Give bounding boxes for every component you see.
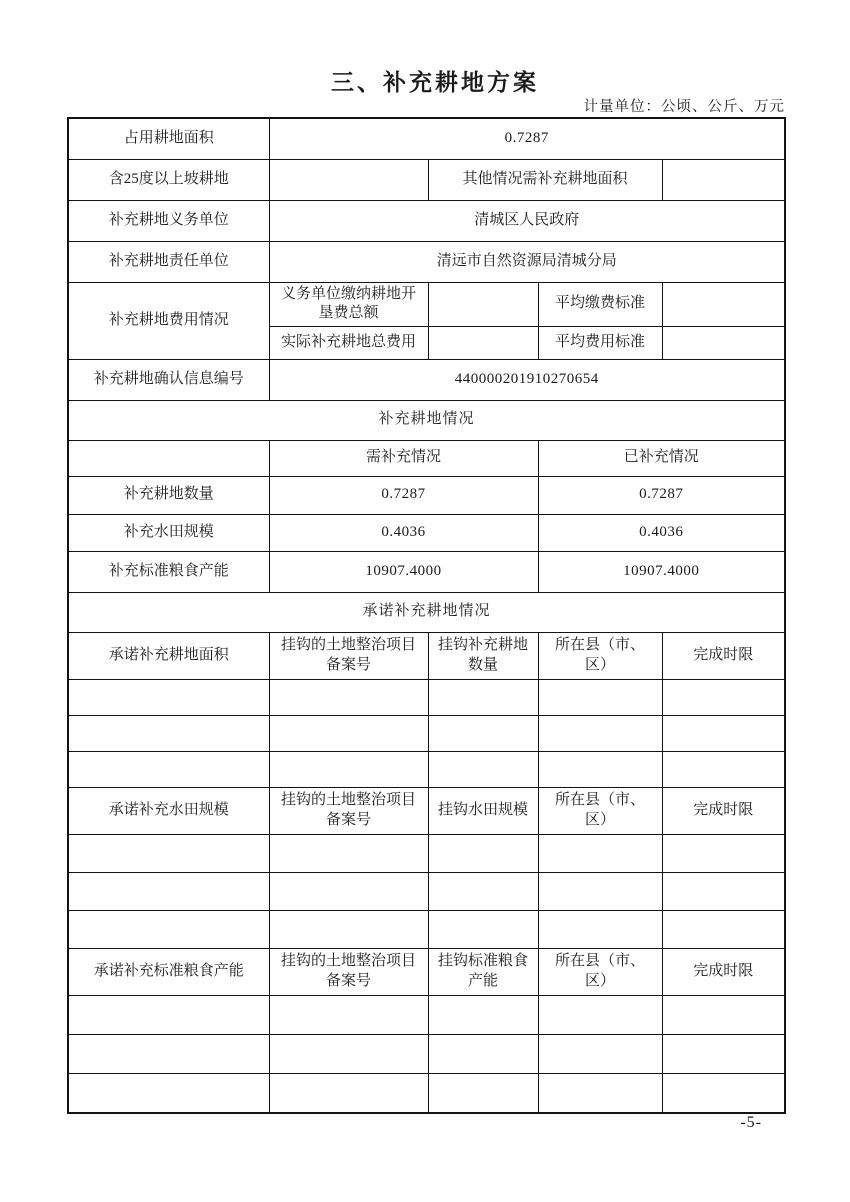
supplement-status-title: 补充耕地情况 <box>68 400 785 440</box>
fee-row-1-label: 实际补充耕地总费用 <box>269 326 428 359</box>
commitment-g2-empty-cell <box>538 1034 662 1073</box>
slope-land-value <box>269 159 428 200</box>
page-title: 三、补充耕地方案 <box>331 70 539 95</box>
status-row-2-label: 补充标准粮食产能 <box>68 551 269 592</box>
obligation-unit-value: 清城区人民政府 <box>269 200 785 241</box>
commitment-g0-empty-cell <box>538 679 662 715</box>
commitment-g1-empty-cell <box>538 910 662 948</box>
commitment-g0-header-0: 承诺补充耕地面积 <box>68 632 269 679</box>
responsible-unit-value: 清远市自然资源局清城分局 <box>269 241 785 282</box>
commitment-g0-empty-cell <box>68 679 269 715</box>
commitment-g0-empty-cell <box>662 679 785 715</box>
commitment-g2-empty-cell <box>269 1073 428 1113</box>
fee-row-0-value <box>428 282 538 326</box>
status-row-0-done: 0.7287 <box>538 476 785 514</box>
commitment-g1-header-3: 所在县（市、区） <box>538 787 662 834</box>
commitment-g2-empty-cell <box>68 1034 269 1073</box>
commitment-g1-empty-cell <box>68 910 269 948</box>
fee-section-label: 补充耕地费用情况 <box>68 282 269 359</box>
status-row-2-done: 10907.4000 <box>538 551 785 592</box>
commitment-g2-empty-cell <box>428 1034 538 1073</box>
commitment-g0-empty-cell <box>428 679 538 715</box>
commitment-g1-header-2: 挂钩水田规模 <box>428 787 538 834</box>
commitment-g1-header-4: 完成时限 <box>662 787 785 834</box>
commitment-g0-empty-cell <box>662 751 785 787</box>
commitment-g1-empty-cell <box>662 872 785 910</box>
commitment-g2-empty-cell <box>269 1034 428 1073</box>
status-row-2-need: 10907.4000 <box>269 551 538 592</box>
commitment-g0-empty-cell <box>538 715 662 751</box>
occupied-area-label: 占用耕地面积 <box>68 118 269 159</box>
commitment-g0-empty-cell <box>428 715 538 751</box>
commitment-g2-empty-cell <box>662 1034 785 1073</box>
commitment-g2-empty-cell <box>428 1073 538 1113</box>
commitment-g0-empty-cell <box>269 715 428 751</box>
commitment-g0-empty-cell <box>662 715 785 751</box>
commitment-g2-header-3: 所在县（市、区） <box>538 948 662 995</box>
obligation-unit-label: 补充耕地义务单位 <box>68 200 269 241</box>
other-need-label: 其他情况需补充耕地面积 <box>428 159 662 200</box>
commitment-g1-empty-cell <box>68 834 269 872</box>
commitment-g1-header-1: 挂钩的土地整治项目备案号 <box>269 787 428 834</box>
status-row-1-need: 0.4036 <box>269 514 538 551</box>
commitment-g1-empty-cell <box>538 872 662 910</box>
commitment-g0-empty-cell <box>269 751 428 787</box>
fee-row-1-std-value <box>662 326 785 359</box>
commitment-g0-empty-cell <box>428 751 538 787</box>
commitment-g2-empty-cell <box>662 995 785 1034</box>
commitment-g1-empty-cell <box>68 872 269 910</box>
status-col-need-header: 需补充情况 <box>269 440 538 476</box>
commitment-g1-empty-cell <box>428 834 538 872</box>
commitment-g0-header-2: 挂钩补充耕地数量 <box>428 632 538 679</box>
commitment-g1-empty-cell <box>538 834 662 872</box>
commitment-g2-empty-cell <box>269 995 428 1034</box>
commitment-g1-empty-cell <box>662 910 785 948</box>
status-col-done-header: 已补充情况 <box>538 440 785 476</box>
commitment-g0-header-4: 完成时限 <box>662 632 785 679</box>
commitment-g0-header-1: 挂钩的土地整治项目备案号 <box>269 632 428 679</box>
commitment-g0-header-3: 所在县（市、区） <box>538 632 662 679</box>
commitment-g2-header-0: 承诺补充标准粮食产能 <box>68 948 269 995</box>
commitment-g2-empty-cell <box>68 1073 269 1113</box>
occupied-area-value: 0.7287 <box>269 118 785 159</box>
fee-row-0-std-value <box>662 282 785 326</box>
commitment-g2-empty-cell <box>428 995 538 1034</box>
status-row-1-done: 0.4036 <box>538 514 785 551</box>
commitment-g0-empty-cell <box>68 751 269 787</box>
commitment-g2-header-2: 挂钩标准粮食产能 <box>428 948 538 995</box>
commitment-g2-header-4: 完成时限 <box>662 948 785 995</box>
commitment-g1-empty-cell <box>269 910 428 948</box>
fee-row-0-std-label: 平均缴费标准 <box>538 282 662 326</box>
commitment-g2-empty-cell <box>662 1073 785 1113</box>
commitment-g1-empty-cell <box>662 834 785 872</box>
status-row-0-label: 补充耕地数量 <box>68 476 269 514</box>
page-number: -5- <box>740 1114 762 1131</box>
fee-row-1-value <box>428 326 538 359</box>
confirm-number-label: 补充耕地确认信息编号 <box>68 359 269 400</box>
commitment-g0-empty-cell <box>269 679 428 715</box>
commitment-g1-empty-cell <box>428 910 538 948</box>
commitment-g1-empty-cell <box>428 872 538 910</box>
commitment-g1-empty-cell <box>269 872 428 910</box>
measurement-unit-note: 计量单位：公顷、公斤、万元 <box>583 99 785 115</box>
commitment-g0-empty-cell <box>538 751 662 787</box>
commitment-title: 承诺补充耕地情况 <box>68 592 785 632</box>
slope-land-label: 含25度以上坡耕地 <box>68 159 269 200</box>
status-row-1-label: 补充水田规模 <box>68 514 269 551</box>
commitment-g2-empty-cell <box>538 1073 662 1113</box>
other-need-value <box>662 159 785 200</box>
commitment-g2-header-1: 挂钩的土地整治项目备案号 <box>269 948 428 995</box>
fee-row-0-label: 义务单位缴纳耕地开垦费总额 <box>269 282 428 326</box>
commitment-g0-empty-cell <box>68 715 269 751</box>
commitment-g2-empty-cell <box>538 995 662 1034</box>
commitment-g2-empty-cell <box>68 995 269 1034</box>
commitment-g1-empty-cell <box>269 834 428 872</box>
status-row-0-need: 0.7287 <box>269 476 538 514</box>
commitment-g1-header-0: 承诺补充水田规模 <box>68 787 269 834</box>
responsible-unit-label: 补充耕地责任单位 <box>68 241 269 282</box>
confirm-number-value: 440000201910270654 <box>269 359 785 400</box>
status-corner-cell <box>68 440 269 476</box>
fee-row-1-std-label: 平均费用标准 <box>538 326 662 359</box>
supplement-plan-table <box>67 117 786 1114</box>
